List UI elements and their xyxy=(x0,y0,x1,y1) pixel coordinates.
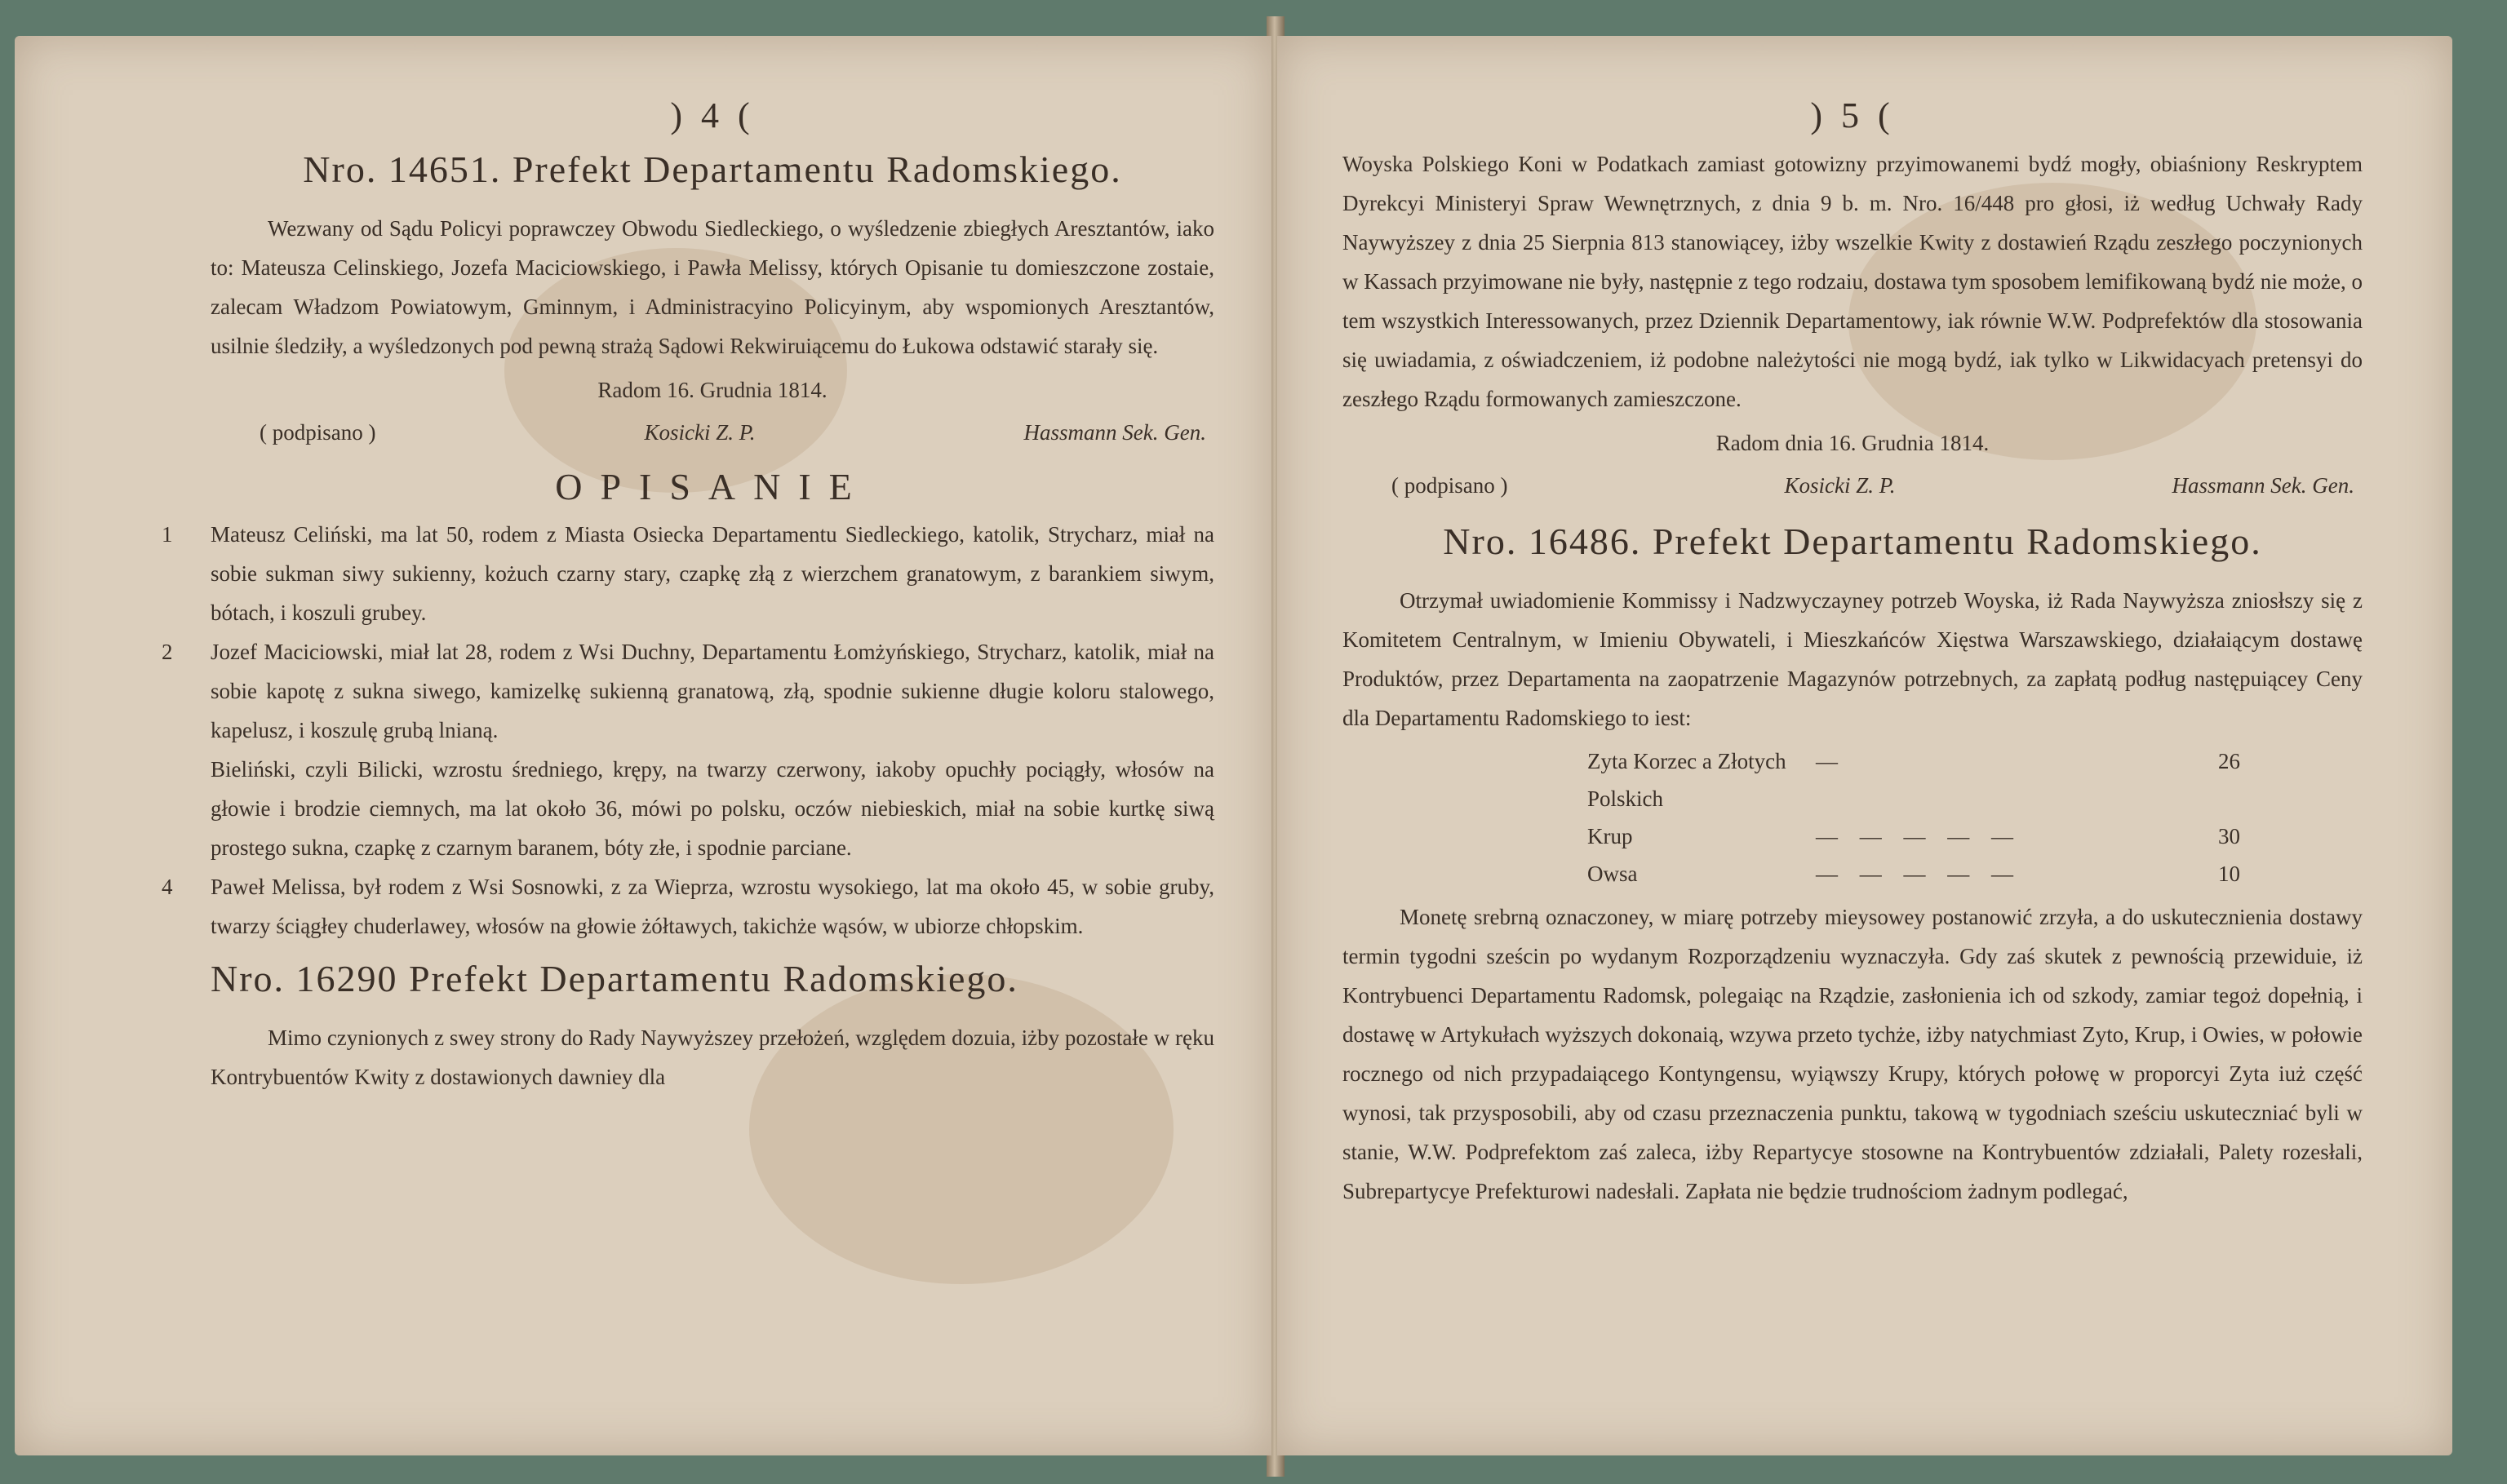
signer-secretary: Hassmann Sek. Gen. xyxy=(1023,420,1206,445)
item-number: 2 xyxy=(162,640,173,664)
price-row xyxy=(1587,855,2363,893)
continuation-text: Woyska Polskiego Koni w Podatkach zamiast gotowizny przyimowanemi bydź mogły, obiaśniony Reskryptem Dyrekcyi Ministeryi Spraw Wewnętrznych, z dnia 9 b. m. Nro. 16/448 pro głosi, iż według Uchwały Rady Naywyższey z dnia 25 Sierpnia 813 stanowiącey, iżby wszelkie Kwity z dostawień Rządu zeszłego poczynionych w Kassach przyimowane nie były, następnie z tego rodzaiu, dostawa tym sposobem lemifikowaną bydź nie może, o tem wszystkich Interessowanych, przez Dziennik Departamentowy, iak równie W.W. Podprefektów dla stosowania się uwiadamia, z oświadczeniem, iż podobne należytości nie mogą bydź, iak tylko w Likwidacyach pretensyi do zeszłego Rządu formowanych zamieszczone. xyxy=(1342,152,2363,411)
closing-text: Monetę srebrną oznaczoney, w miarę potrzeby mieysowey postanowić zrzyła, a do uskutecznienia dostawy termin tygodni sześcin po wydanym Rozporządzeniu wyznaczyła. Gdy zaś skutek z pewnością przewiduie, iż Kontrybuenci Departamentu Radomsk, polegaiąc na Rządzie, zasłonienia ich od szkody, zamiar tegoż dopełnią, i dostawę w Artykułach wyższych dokonaią, wzywa przeto tychże, iżby natychmiast Zyto, Krup, i Owies, w połowie rocznego od nich przypadaiącego Kontyngensu, wyiąwszy Krupy, których połowę w proporcyi Zyta iuż część wynosi, tak przysposobili, aby od czasu przeznaczenia punktu, takową w tygodniach sześciu uskuteczniać byli w stanie, W.W. Podprefektom zaś zaleca, iżby Repartycye stosowne na Kontrybuentów zdziałali, Palety rozesłali, Subrepartycye Prefekturowi nadesłali. Zapłata nie będzie trudnościom żadnym podlegać, xyxy=(1342,905,2363,1203)
opisanie-title: OPISANIE xyxy=(555,466,870,507)
notice-body: Otrzymał uwiadomienie Kommissy i Nadzwyczayney potrzeb Woyska, iż Rada Naywyższa zniosłszy się z Komitetem Centralnym, w Imieniu Obywateli, i Mieszkańców Xięstwa Warszawskiego, działaiącym dostawę Produktów, przez Departamenta na zaopatrzenie Magazynów potrzebnych, za zapłatą podług następuiącey Ceny dla Departamentu Radomskiego to iest: xyxy=(1342,588,2363,730)
left-page xyxy=(15,36,1271,1455)
description-item xyxy=(162,515,1214,632)
right-page-content xyxy=(1277,36,2452,1211)
price-value: 30 xyxy=(2218,824,2240,848)
item-number: 1 xyxy=(162,522,173,547)
page-number: ) 4 ( xyxy=(670,95,755,135)
item-text: Bieliński, czyli Bilicki, wzrostu średniego, krępy, na twarzy czerwony, iakoby opuchły pociągły, włosów na głowie i brodzie ciemnych, ma lat około 36, mówi po polsku, oczów niebieskich, miał na sobie kurtkę siwą prostego sukna, czapkę z czarnym baranem, bóty złe, i spodnie parciane. xyxy=(211,757,1214,860)
price-dash: — xyxy=(1816,749,1846,773)
notice-body: Wezwany od Sądu Policyi poprawczey Obwodu Siedleckiego, o wyśledzenie zbiegłych Aresztantów, iako to: Mateusza Celinskiego, Jozefa Maciciowskiego, i Pawła Melissy, których Opisanie tu domieszczone zostaie, zalecam Władzom Powiatowym, Gminnym, i Administracyino Policyinym, aby wspomionych Aresztantów, usilnie śledziły, a wyśledzonych pod pewną strażą Sądowi Rekwiruiącemu do Łukowa odstawić starały się. xyxy=(211,216,1214,358)
description-item xyxy=(162,632,1214,750)
signed-label: ( podpisano ) xyxy=(260,420,376,445)
notice-body: Mimo czynionych z swey strony do Rady Naywyższey przełożeń, względem dozuia, iżby pozostałe w ręku Kontrybuentów Kwity z dostawionych dawniey dla xyxy=(211,1026,1214,1089)
price-item: Owsa xyxy=(1587,862,1638,886)
item-number: 4 xyxy=(162,875,173,899)
item-text: Paweł Melissa, był rodem z Wsi Sosnowki, z za Wieprza, wzrostu wysokiego, lat ma około 45, w sobie gruby, twarzy ściągłey chuderlawey, włosów na głowie żółtawych, takichże wąsów, w ubiorze chłopskim. xyxy=(211,875,1214,938)
signer-secretary: Hassmann Sek. Gen. xyxy=(2172,473,2354,498)
price-row xyxy=(1587,742,2363,817)
left-page-content xyxy=(15,36,1271,1096)
item-text: Jozef Maciciowski, miał lat 28, rodem z Wsi Duchny, Departamentu Łomżyńskiego, Strycharz, katolik, miał na sobie kapotę z sukna siwego, kamizelkę sukienną granatową, złą, spodnie sukienne długie koloru stalowego, kapelusz, i koszulę grubą lnianą. xyxy=(211,640,1214,742)
notice-heading: Nro. 16486. Prefekt Departamentu Radomskiego. xyxy=(1443,521,2262,562)
price-value: 26 xyxy=(2218,749,2240,773)
item-text: Mateusz Celiński, ma lat 50, rodem z Miasta Osiecka Departamentu Siedleckiego, katolik, Strycharz, miał na sobie sukman siwy sukienny, kożuch czarny stary, czapkę złą z wierzchem granatowym, z barankiem siwym, bótach, i koszuli grubey. xyxy=(211,522,1214,625)
signer-prefect: Kosicki Z. P. xyxy=(1784,473,1896,498)
price-dash: — — — — — xyxy=(1816,824,2021,848)
description-item xyxy=(211,750,1214,867)
notice-heading: Nro. 14651. Prefekt Departamentu Radomskiego. xyxy=(303,148,1122,190)
price-row xyxy=(1587,817,2363,855)
signature-line xyxy=(1342,463,2363,508)
price-value: 10 xyxy=(2218,862,2240,886)
price-item: Krup xyxy=(1587,824,1633,848)
signed-label: ( podpisano ) xyxy=(1391,473,1508,498)
signer-prefect: Kosicki Z. P. xyxy=(644,420,756,445)
notice-date: Radom 16. Grudnia 1814. xyxy=(597,378,828,402)
price-item: Zyta Korzec a Złotych Polskich xyxy=(1587,749,1786,811)
item-number xyxy=(162,750,211,867)
signature-line xyxy=(211,410,1214,455)
price-dash: — — — — — xyxy=(1816,862,2021,886)
notice-date: Radom dnia 16. Grudnia 1814. xyxy=(1715,431,1990,455)
page-number: ) 5 ( xyxy=(1810,95,1895,135)
description-item xyxy=(162,867,1214,946)
price-table xyxy=(1587,742,2363,893)
right-page xyxy=(1277,36,2452,1455)
notice-heading: Nro. 16290 Prefekt Departamentu Radomskiego. xyxy=(211,958,1018,999)
